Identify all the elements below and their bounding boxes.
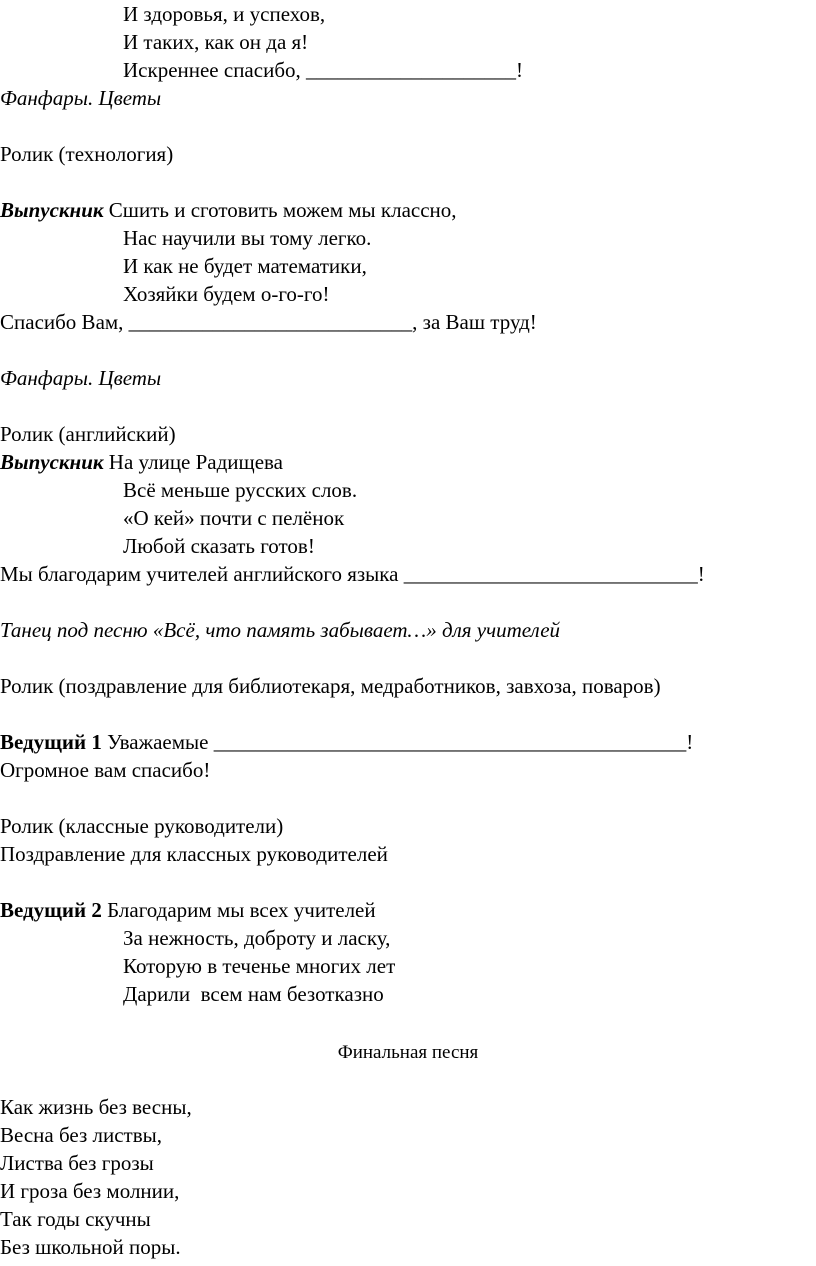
verse-line: И таких, как он да я! [123, 30, 309, 54]
speaker-name: Выпускник [0, 450, 104, 474]
verse-line: И здоровья, и успехов, [123, 2, 326, 26]
stage-direction: Танец под песню «Всё, что память забывает…» для учителей [0, 618, 561, 642]
song-line: И гроза без молнии, [0, 1179, 180, 1203]
verse-line: Всё меньше русских слов. [123, 478, 358, 502]
speaker-line [0, 448, 283, 476]
verse-line: Искреннее спасибо, ____________________! [123, 58, 523, 82]
speaker-name: Ведущий 1 [0, 730, 102, 754]
video-note: Ролик (поздравление для библиотекаря, медработников, завхоза, поваров) [0, 674, 661, 698]
video-note: Ролик (классные руководители) [0, 814, 284, 838]
speaker-line [0, 728, 693, 756]
speaker-name: Ведущий 2 [0, 898, 102, 922]
verse-line: Нас научили вы тому легко. [123, 226, 372, 250]
verse-text: На улице Радищева [103, 450, 283, 474]
verse-line: За нежность, доброту и ласку, [123, 926, 391, 950]
greeting-line: Поздравление для классных руководителей [0, 842, 388, 866]
song-title: Финальная песня [337, 1042, 479, 1063]
verse-line: Огромное вам спасибо! [0, 758, 211, 782]
video-note: Ролик (английский) [0, 422, 176, 446]
verse-text: Сшить и сготовить можем мы классно, [103, 198, 457, 222]
song-line: Без школьной поры. [0, 1235, 181, 1259]
verse-text: Благодарим мы всех учителей [101, 898, 376, 922]
thanks-line: Мы благодарим учителей английского языка ____________________________! [0, 562, 705, 586]
stage-direction: Фанфары. Цветы [0, 86, 162, 110]
verse-line: «О кей» почти с пелёнок [123, 506, 345, 530]
speaker-line [0, 896, 376, 924]
stage-direction: Фанфары. Цветы [0, 366, 162, 390]
song-line: Весна без листвы, [0, 1123, 163, 1147]
song-line: Листва без грозы [0, 1151, 154, 1175]
song-line: Так годы скучны [0, 1207, 151, 1231]
song-line: Как жизнь без весны, [0, 1095, 192, 1119]
thanks-line: Спасибо Вам, ___________________________, за Ваш труд! [0, 310, 537, 334]
verse-line: Любой сказать готов! [123, 534, 315, 558]
verse-line: И как не будет математики, [123, 254, 367, 278]
verse-line: Хозяйки будем о-го-го! [123, 282, 330, 306]
video-note: Ролик (технология) [0, 142, 174, 166]
speaker-name: Выпускник [0, 198, 104, 222]
speaker-line [0, 196, 457, 224]
verse-line: Дарили всем нам безотказно [123, 982, 384, 1006]
verse-text: Уважаемые _____________________________________________! [101, 730, 694, 754]
verse-line: Которую в теченье многих лет [123, 954, 396, 978]
